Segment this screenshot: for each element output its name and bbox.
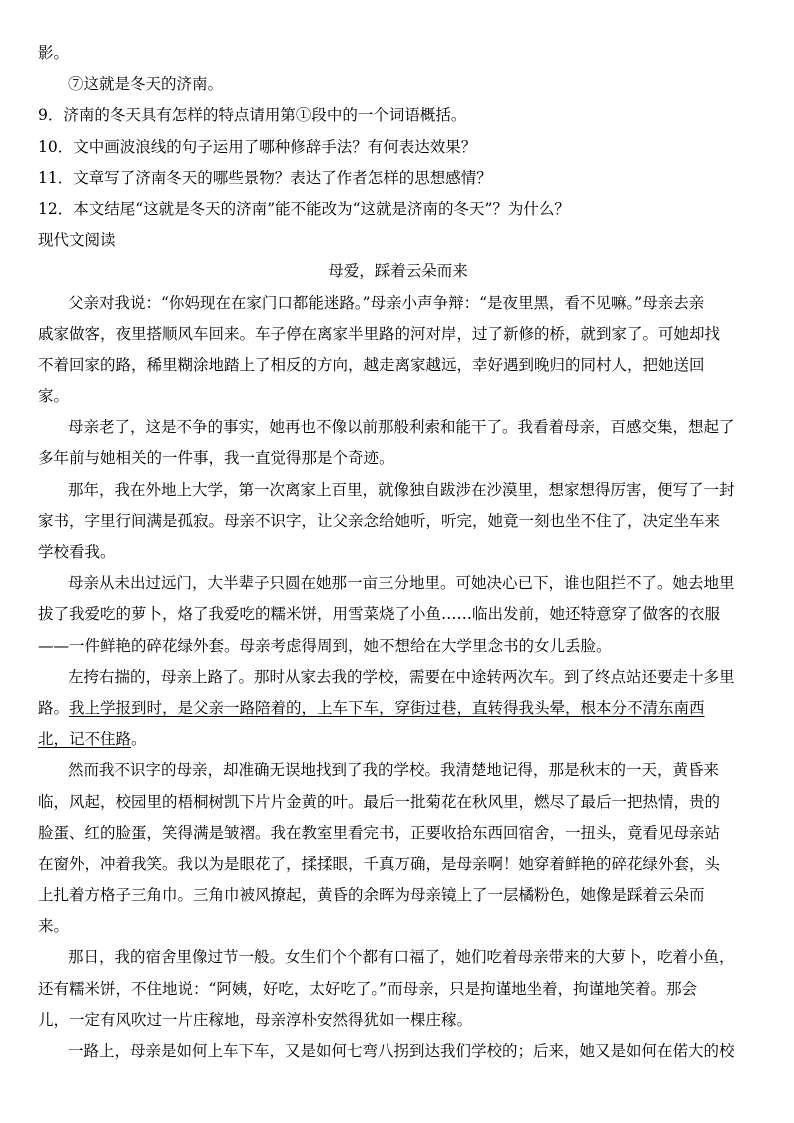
text-line: [38, 381, 758, 412]
text-segment: 戚家做客，夜里搭顺风车回来。车子停在离家半里路的河对岸，过了新修的桥，就到家了。可她却找: [38, 324, 721, 343]
text-line: [38, 880, 758, 911]
text-line: [38, 818, 758, 849]
text-segment: 来。: [38, 917, 70, 936]
text-line: [38, 38, 758, 69]
text-line: [38, 412, 758, 443]
text-segment: 一路上，母亲是如何上车下车，又是如何七弯八拐到达我们学校的；后来，她又是如何在偌大的校: [68, 1042, 735, 1060]
text-line: [38, 599, 758, 630]
text-line: [38, 537, 758, 568]
text-segment: 家书，字里行间满是孤寂。母亲不识字，让父亲念给她听，听完，她竟一刻也坐不住了，决定坐车来: [38, 511, 721, 530]
text-line: [38, 974, 758, 1005]
text-segment: 那年，我在外地上大学，第一次离家上百里，就像独自跋涉在沙漠里，想家想得厉害，便写了一封: [68, 480, 735, 499]
text-line: [38, 132, 758, 163]
text-segment: 还有糯米饼，不住地说：“阿姨，好吃，太好吃了。”而母亲，只是拘谨地坐着，拘谨地笑着。那会: [38, 979, 698, 998]
text-line: [38, 568, 758, 599]
text-segment: 父亲对我说：“你妈现在在家门口都能迷路。”母亲小声争辩：“是夜里黑，看不见嘛。”母亲去亲: [68, 293, 705, 312]
text-segment: 多年前与她相关的一件事，我一直觉得那是个奇迹。: [38, 449, 395, 468]
underlined-sentence: 北，记不住路: [38, 730, 132, 749]
text-segment: 左挎右揣的，母亲上路了。那时从家去我的学校，需要在中途转两次车。到了终点站还要走十多里: [68, 667, 735, 686]
text-segment: ——一件鲜艳的碎花绿外套。母亲考虑得周到，她不想给在大学里念书的女儿丢脸。: [38, 636, 612, 655]
text-segment: 母爱，踩着云朵而来: [328, 262, 468, 281]
text-segment: 儿，一定有风吹过一片庄稼地，母亲淳朴安然得犹如一棵庄稼。: [38, 1010, 473, 1029]
text-line: [38, 100, 758, 131]
text-line: [38, 755, 758, 786]
text-segment: 那日，我的宿舍里像过节一般。女生们个个都有口福了，她们吃着母亲带来的大萝卜，吃着小鱼，: [68, 948, 735, 967]
article-title: [38, 256, 758, 287]
text-line: [38, 787, 758, 818]
text-line: [38, 1036, 758, 1067]
text-segment: 拔了我爱吃的萝卜，烙了我爱吃的糯米饼，用雪菜烧了小鱼……临出发前，她还特意穿了做客的衣服: [38, 605, 721, 624]
text-line: [38, 288, 758, 319]
text-segment: 学校看我。: [38, 543, 116, 561]
text-line: [38, 163, 758, 194]
text-line: [38, 724, 758, 755]
text-segment: 脸蛋、红的脸蛋，笑得满是皱褶。我在教室里看完书，正要收拾东西回宿舍，一扭头，竟看见母亲站: [38, 823, 721, 842]
text-line: [38, 194, 758, 225]
underlined-sentence: 我上学报到时，是父亲一路陪着的，上车下车，穿街过巷，直转得我头晕，根本分不清东南西: [69, 698, 705, 717]
text-line: [38, 350, 758, 381]
text-line: [38, 475, 758, 506]
text-line: [38, 911, 758, 942]
text-line: [38, 506, 758, 537]
text-segment: 不着回家的路，稀里糊涂地踏上了相反的方向，越走离家越远，幸好遇到晚归的同村人，把她送回: [38, 355, 705, 374]
text-line: [38, 69, 758, 100]
text-segment: 9．济南的冬天具有怎样的特点请用第①段中的一个词语概括。: [38, 106, 467, 125]
text-line: [38, 225, 758, 256]
text-segment: 。: [131, 730, 147, 749]
text-line: [38, 631, 758, 662]
text-segment: 上扎着方格子三角巾。三角巾被风撩起，黄昏的余晖为母亲镜上了一层橘粉色，她像是踩着云朵而: [38, 886, 705, 905]
text-segment: 12．本文结尾“这就是冬天的济南”能不能改为“这就是济南的冬天”？为什么？: [38, 199, 570, 218]
text-segment: 影。: [38, 44, 70, 62]
text-segment: 母亲从未出过远门，大半辈子只圆在她那一亩三分地里。可她决心已下，谁也阻拦不了。她去地里: [68, 574, 735, 593]
text-segment: 母亲老了，这是不争的事实，她再也不像以前那般利索和能干了。我看着母亲，百感交集，想起了: [68, 418, 735, 437]
text-segment: 现代文阅读: [38, 231, 116, 250]
text-line: [38, 849, 758, 880]
text-segment: 家。: [38, 387, 70, 406]
text-line: [38, 662, 758, 693]
text-segment: ⑦这就是冬天的济南。: [68, 75, 224, 94]
text-line: [38, 319, 758, 350]
text-segment: 在窗外，冲着我笑。我以为是眼花了，揉揉眼，千真万确，是母亲啊！她穿着鲜艳的碎花绿外套，头: [38, 854, 721, 873]
text-line: [38, 443, 758, 474]
text-segment: 临，风起，校园里的梧桐树凯下片片金黄的叶。最后一批菊花在秋风里，燃尽了最后一把热情，贵的: [38, 792, 721, 811]
text-segment: 10．文中画波浪线的句子运用了哪种修辞手法？有何表达效果？: [38, 137, 477, 156]
text-line: [38, 693, 758, 724]
text-segment: 路。: [38, 698, 70, 717]
text-segment: 然而我不识字的母亲，却准确无误地找到了我的学校。我清楚地记得，那是秋末的一天，黄昏来: [68, 761, 720, 780]
document-page: [38, 38, 758, 1067]
text-segment: 11．文章写了济南冬天的哪些景物？表达了作者怎样的思想感情？: [38, 168, 492, 187]
text-line: [38, 1005, 758, 1036]
text-line: [38, 942, 758, 973]
